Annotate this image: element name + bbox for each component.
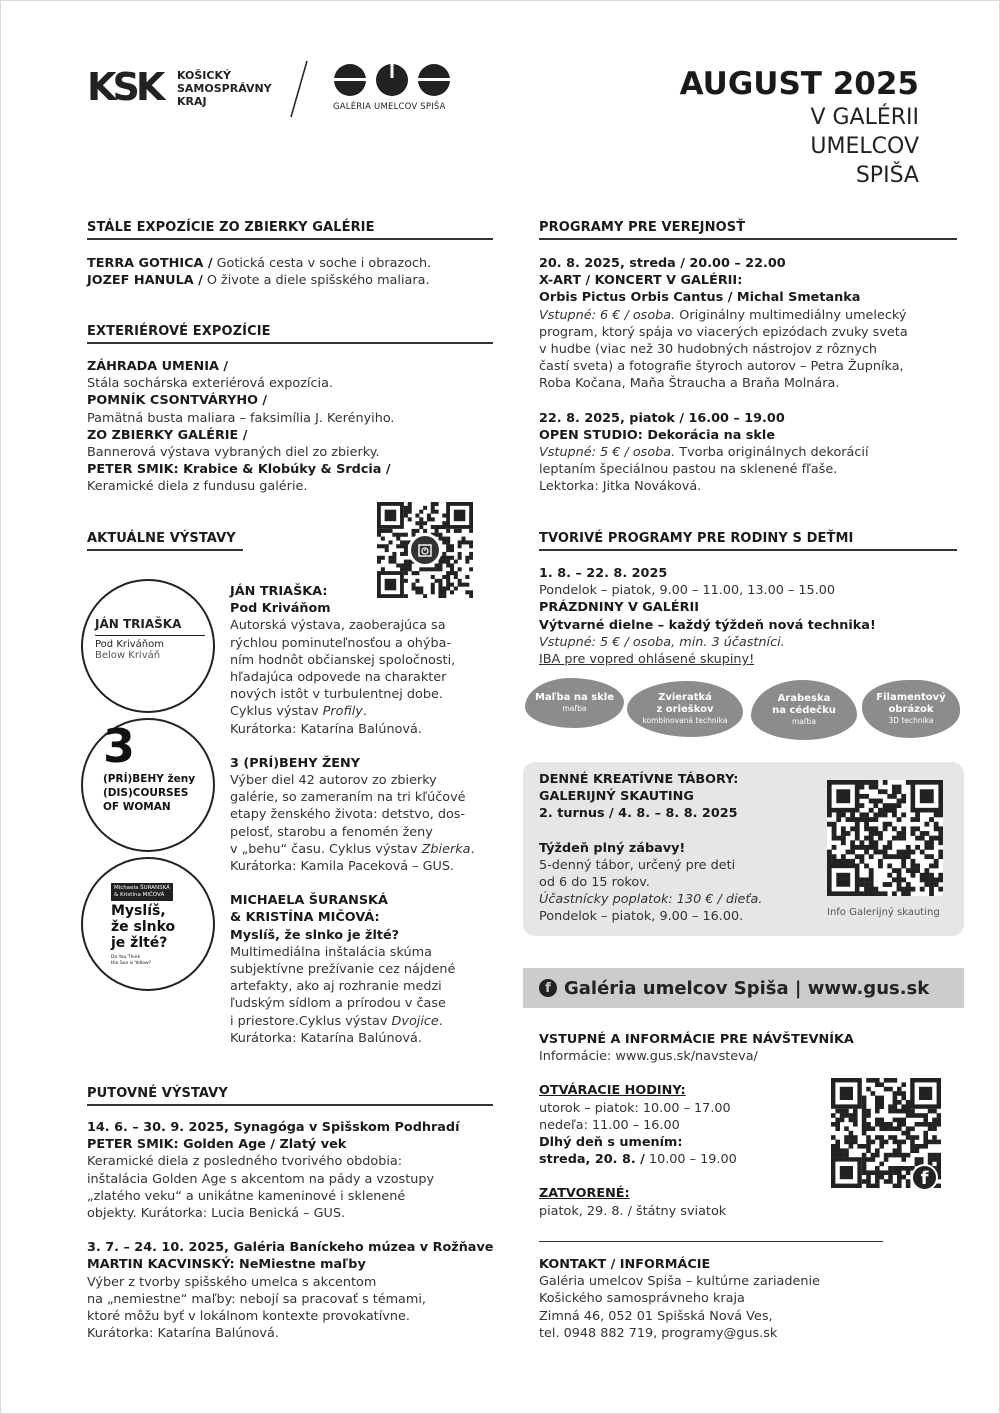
opening-hours-line: 10.00 – 19.00: [644, 1152, 737, 1168]
circle-myslis-title: že slnko: [111, 919, 176, 935]
camp-box: [523, 762, 964, 936]
traveling-heading: PUTOVNÉ VÝSTAVY: [87, 1086, 493, 1106]
family-hours: Pondelok – piatok, 9.00 – 11.00, 13.00 – 15.00: [539, 583, 836, 599]
ksk-logo: [87, 65, 287, 115]
circle-myslis-en: the Sun is Yellow?: [111, 961, 152, 966]
logo-divider: [287, 59, 311, 119]
visitor-info-link[interactable]: Informácie: www.gus.sk/navsteva/: [539, 1049, 758, 1065]
contact-line: Galéria umelcov Spiša – kultúrne zariadenie: [539, 1274, 820, 1290]
contact-info: [539, 1256, 959, 1342]
opening-hours-line: nedeľa: 11.00 – 16.00: [539, 1117, 680, 1133]
exhibition-title: MICHAELA ŠURANSKÁ: [230, 893, 388, 909]
exhibition-circle-myslis: [81, 857, 215, 991]
exhibition-cycle: Zbierka: [421, 841, 471, 857]
exhibition-title: Pod Kriváňom: [230, 601, 331, 617]
traveling-text: Kurátorka: Katarína Balúnová.: [87, 1326, 279, 1342]
workshop-title: obrázok: [888, 704, 934, 715]
program-price: Vstupné: 5 € / osoba.: [539, 445, 676, 461]
workshop-title: z orieškov: [656, 704, 714, 715]
traveling-text: inštalácia Golden Age s akcentom na pády a vzostupy: [87, 1171, 435, 1187]
exhibition-curator: Kurátorka: Katarína Balúnová.: [230, 721, 422, 737]
circle-triaska-sub-en: Below Kriváň: [95, 650, 161, 661]
contact-line: Košického samosprávneho kraja: [539, 1291, 745, 1307]
exhibition-text: nových istôt v turbulentnej dobe.: [230, 687, 443, 703]
public-programs-heading: PROGRAMY PRE VEREJNOSŤ: [539, 220, 957, 240]
exhibition-text: Multimediálna inštalácia skúma: [230, 944, 432, 960]
jozef-hanula-text: O živote a diele spišského maliara.: [202, 273, 430, 289]
camp-qr-caption: Info Galerijný skauting: [827, 907, 940, 918]
visitor-heading: VSTUPNÉ A INFORMÁCIE PRE NÁVŠTEVNÍKA: [539, 1032, 854, 1047]
family-note: IBA pre vopred ohlásené skupiny!: [539, 652, 755, 668]
exterior-item-text: Pamätná busta maliara – faksimília J. Kerényiho.: [87, 410, 395, 426]
workshop-technique: maľba: [562, 704, 587, 713]
ksk-name-line3: KRAJ: [177, 95, 207, 108]
exterior-item-title: ZO ZBIERKY GALÉRIE /: [87, 427, 248, 443]
traveling-text: ktoré môžu byť v lokálnom kontexte provokatívne.: [87, 1309, 410, 1325]
program-text: v hudbe (viac než 30 hudobných nástrojov z rôznych: [539, 342, 878, 358]
terra-gothica-text: Gotická cesta v soche i obrazoch.: [212, 256, 432, 271]
program-price: Vstupné: 6 € / osoba.: [539, 307, 676, 323]
exhibition-circle-triaska: [81, 579, 215, 713]
exhibition-text: .: [470, 841, 475, 857]
camp-title: GALERIJNÝ SKAUTING: [539, 789, 694, 805]
exhibition-text: subjektívne prežívanie cez nájdené: [230, 962, 456, 978]
gus-caption: GALÉRIA UMELCOV SPIŠA: [333, 102, 446, 112]
exhibition-text: rýchlou pominuteľnosťou a ohýba-: [230, 635, 452, 651]
workshop-title: Arabeska: [777, 693, 831, 704]
public-programs-list: [539, 255, 959, 496]
family-date: 1. 8. – 22. 8. 2025: [539, 566, 668, 581]
exterior-heading: EXTERIÉROVÉ EXPOZÍCIE: [87, 324, 493, 344]
traveling-venue: 3. 7. – 24. 10. 2025, Galéria Baníckeho múzea v Rožňave: [87, 1240, 494, 1256]
website-banner[interactable]: [523, 968, 964, 1008]
title-block: [680, 65, 919, 190]
contact-divider: [539, 1241, 883, 1242]
circle-myslis-en: Do You Think: [111, 955, 141, 960]
family-programs-list: [539, 565, 959, 668]
circle-myslis-title: je žlté?: [111, 935, 168, 951]
exhibition-cycle: Dvojice: [391, 1013, 439, 1029]
exhibition-text: galérie, so zameraním na tri kľúčové: [230, 790, 466, 806]
traveling-text: „zlatého veku“ a unikátne kameninové i sklenené: [87, 1188, 406, 1204]
workshop-badge: [525, 678, 624, 728]
family-title: PRÁZDNINY V GALÉRII: [539, 600, 699, 616]
circle-pribehy-line: (PRÍ)BEHY ženy: [103, 773, 196, 785]
circle-myslis-author: & Kristína MIČOVÁ: [114, 892, 165, 898]
workshop-badge: [751, 680, 857, 740]
traveling-text: objekty. Kurátorka: Lucia Benická – GUS.: [87, 1206, 346, 1222]
facebook-icon: f: [911, 1164, 938, 1191]
workshop-technique: 3D technika: [888, 716, 934, 725]
page-title: AUGUST 2025: [679, 66, 919, 102]
gus-logo-mark: [333, 63, 453, 97]
ksk-logo-mark: KSK: [87, 65, 162, 109]
exterior-item-title: ZÁHRADA UMENIA /: [87, 359, 229, 374]
workshop-title: Zvieratká: [658, 692, 712, 703]
current-heading: AKTUÁLNE VÝSTAVY: [87, 531, 243, 551]
opening-hours-special: Dlhý deň s umením:: [539, 1135, 683, 1151]
family-price: Vstupné: 5 € / osoba, min. 3 účastníci.: [539, 634, 785, 650]
page-subtitle-1: V GALÉRII: [810, 105, 919, 130]
opening-hours-heading: OTVÁRACIE HODINY:: [539, 1083, 686, 1099]
qr-code-camp[interactable]: [827, 780, 943, 896]
exhibition-text: ľudským sídlom a prírodou v čase: [230, 996, 446, 1012]
program-title: Orbis Pictus Orbis Cantus / Michal Smetanka: [539, 290, 861, 306]
camp-text: od 6 do 15 rokov.: [539, 875, 650, 891]
family-subtitle: Výtvarné dielne – každý týždeň nová technika!: [539, 617, 876, 633]
exhibition-text: pelosť, starobu a fenomén ženy: [230, 824, 433, 840]
closed-heading: ZATVORENÉ:: [539, 1186, 630, 1202]
exhibition-text: .: [438, 1013, 443, 1029]
circle-pribehy-line: (DIS)COURSES: [103, 787, 189, 799]
workshop-technique: kombinovaná technika: [642, 716, 728, 725]
traveling-venue: 14. 6. – 30. 9. 2025, Synagóga v Spišskom Podhradí: [87, 1120, 460, 1135]
opening-hours-line: utorok – piatok: 10.00 – 17.00: [539, 1100, 731, 1116]
circle-myslis-author: Michaela ŠURANSKÁ: [114, 885, 170, 891]
traveling-text: Keramické diela z posledného tvorivého obdobia:: [87, 1154, 403, 1170]
page-subtitle-3: SPIŠA: [855, 163, 919, 188]
camp-title: DENNÉ KREATÍVNE TÁBORY:: [539, 772, 739, 787]
contact-heading: KONTAKT / INFORMÁCIE: [539, 1257, 711, 1272]
facebook-icon: f: [539, 979, 557, 997]
program-title: X-ART / KONCERT V GALÉRII:: [539, 273, 743, 289]
workshop-technique: maľba: [791, 717, 817, 726]
program-text: program, ktorý spája vo viacerých epizódach zvuky sveta: [539, 324, 908, 340]
exhibition-title: JÁN TRIAŠKA:: [230, 584, 328, 599]
contact-address: Zimná 46, 052 01 Spišská Nová Ves,: [539, 1308, 773, 1324]
program-date: 22. 8. 2025, piatok / 16.00 – 19.00: [539, 410, 785, 426]
exhibition-text: .: [362, 704, 367, 720]
camp-hours: Pondelok – piatok, 9.00 – 16.00.: [539, 909, 744, 925]
exhibition-text: hľadajúca odpovede na charakter: [230, 670, 447, 686]
exhibition-text: i priestore.Cyklus výstav: [230, 1013, 392, 1029]
exterior-item-text: Stála sochárska exteriérová expozícia.: [87, 376, 333, 392]
circle-myslis-title: Myslíš,: [111, 903, 166, 919]
clock-icon: [408, 533, 442, 567]
jozef-hanula-title: JOZEF HANULA /: [87, 273, 203, 289]
traveling-text: Výber z tvorby spišského umelca s akcentom: [87, 1274, 377, 1290]
website-banner-text: Galéria umelcov Spiša | www.gus.sk: [564, 977, 930, 999]
family-programs-heading: TVORIVÉ PROGRAMY PRE RODINY S DEŤMI: [539, 531, 957, 551]
exhibition-curator: Kurátorka: Katarína Balúnová.: [230, 1030, 422, 1046]
program-text: Originálny multimediálny umelecký: [675, 307, 907, 323]
opening-hours-special: streda, 20. 8. /: [539, 1152, 645, 1168]
exhibition-text: Cyklus výstav: [230, 704, 323, 720]
permanent-list: [87, 255, 497, 289]
exterior-item-text: Bannerová výstava vybraných diel zo zbierky.: [87, 445, 380, 461]
camp-fee: Účastnícky poplatok: 130 € / dieťa.: [539, 892, 763, 908]
ksk-name-line1: KOŠICKÝ: [177, 69, 231, 82]
circle-triaska-title: JÁN TRIAŠKA: [95, 617, 205, 636]
exhibition-circle-pribehy: [81, 718, 215, 852]
program-title: OPEN STUDIO: Dekorácia na skle: [539, 427, 775, 443]
exhibition-text: v „behu“ času. Cyklus výstav: [230, 841, 422, 857]
workshop-title: Maľba na skle: [534, 692, 615, 703]
camp-text: 5-denný tábor, určený pre deti: [539, 857, 736, 873]
exhibition-title: 3 (PRÍ)BEHY ŽENY: [230, 755, 360, 771]
exterior-item-text: Keramické diela z fundusu galérie.: [87, 479, 308, 495]
program-date: 20. 8. 2025, streda / 20.00 – 22.00: [539, 256, 786, 271]
camp-dates: 2. turnus / 4. 8. – 8. 8. 2025: [539, 806, 738, 822]
current-exhibitions-text: [230, 583, 500, 1047]
terra-gothica-title: TERRA GOTHICA /: [87, 256, 213, 271]
exhibition-text: ním hodnôt občianskej spoločnosti,: [230, 652, 456, 668]
program-text: Roba Kočana, Maňa Štraucha a Braňa Molnára.: [539, 376, 840, 392]
contact-phone-email[interactable]: tel. 0948 882 719, programy@gus.sk: [539, 1325, 778, 1341]
traveling-title: PETER SMIK: Golden Age / Zlatý vek: [87, 1137, 347, 1153]
exhibition-cycle: Profily: [322, 704, 363, 720]
circle-pribehy-number: 3: [103, 719, 136, 773]
program-text: častí sveta) a fotografie štyroch autorov – Petra Župníka,: [539, 359, 904, 375]
permanent-heading: STÁLE EXPOZÍCIE ZO ZBIERKY GALÉRIE: [87, 220, 493, 240]
workshop-title: Filamentový: [876, 692, 946, 703]
workshop-title: na cédečku: [772, 705, 836, 716]
exhibition-text: artefakty, ako aj rozhranie medzi: [230, 979, 442, 995]
circle-triaska-sub: Pod Kriváňom: [95, 639, 165, 650]
gus-logo: [333, 63, 463, 115]
closed-text: piatok, 29. 8. / štátny sviatok: [539, 1203, 727, 1219]
exterior-item-title: PETER SMIK: Krabice & Klobúky & Srdcia /: [87, 462, 391, 478]
traveling-list: [87, 1119, 501, 1342]
program-text: Lektorka: Jitka Nováková.: [539, 479, 702, 495]
exterior-list: [87, 358, 497, 496]
program-text: Tvorba originálnych dekorácií: [675, 445, 869, 461]
page-subtitle-2: UMELCOV: [810, 134, 919, 159]
exhibition-text: Výber diel 42 autorov zo zbierky: [230, 773, 437, 789]
exhibition-curator: Kurátorka: Kamila Paceková – GUS.: [230, 859, 455, 875]
exhibition-text: etapy ženského života: detstvo, dos-: [230, 807, 466, 823]
traveling-title: MARTIN KACVINSKÝ: NeMiestne maľby: [87, 1257, 366, 1273]
program-text: leptaním špeciálnou pastou na sklenené fľaše.: [539, 462, 838, 478]
exterior-item-title: POMNÍK CSONTVÁRYHO /: [87, 393, 268, 409]
traveling-text: na „nemiestne“ maľby: nebojí sa pracovať s témami,: [87, 1291, 426, 1307]
workshop-badge: [627, 681, 743, 737]
ksk-name-line2: SAMOSPRÁVNY: [177, 82, 272, 95]
exhibition-text: Autorská výstava, zaoberajúca sa: [230, 618, 446, 634]
camp-tagline: Týždeň plný zábavy!: [539, 840, 686, 856]
exhibition-title: & KRISTÍNA MIČOVÁ:: [230, 910, 380, 926]
qr-code-visitor[interactable]: [831, 1078, 941, 1188]
circle-pribehy-line: OF WOMAN: [103, 801, 171, 813]
workshop-badge: [862, 680, 960, 738]
exhibition-title: Myslíš, že slnko je žlté?: [230, 927, 400, 943]
